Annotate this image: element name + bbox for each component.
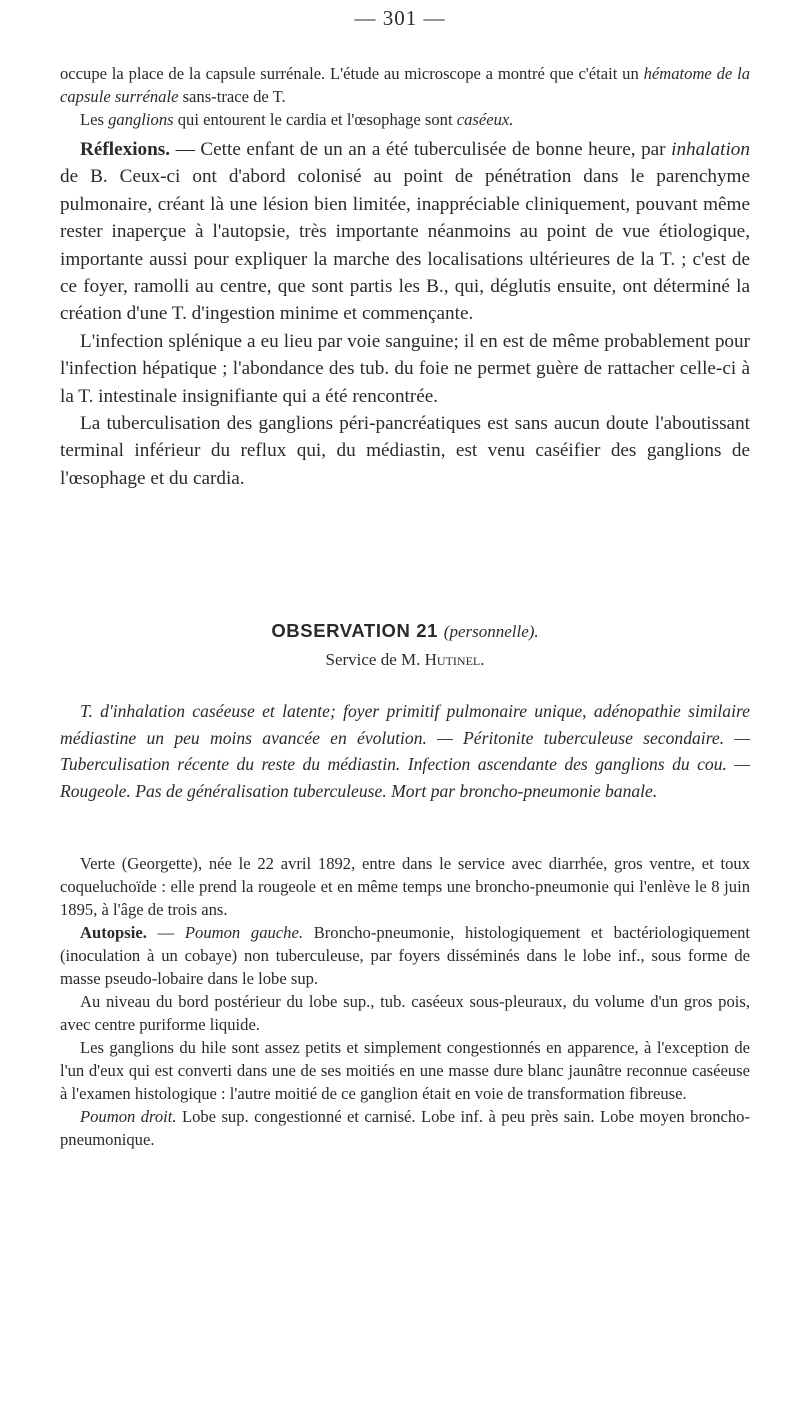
case-block	[60, 852, 750, 1151]
reflexions-paragraph-2: L'infection splénique a eu lieu par voie sanguine; il en est de même probablement pour l'infection hépatique ; l'abondance des tub. du foie ne permet guère de rattacher celle-ci à la T. intestinale insignifiante qui a été rencontrée.	[60, 330, 750, 407]
autopsie-label: Autopsie.	[80, 923, 147, 942]
intro-caseeux-italic: caséeux.	[456, 110, 514, 129]
poumon-droit-italic: Poumon droit.	[80, 1107, 177, 1126]
reflexions-block	[60, 136, 750, 492]
intro-paragraph-2	[60, 108, 750, 131]
intro-block	[60, 62, 750, 131]
reflexions-label: Réflexions.	[80, 139, 171, 160]
reflexions-paragraph-1	[60, 136, 750, 328]
intro-ganglions-italic: ganglions	[108, 110, 174, 129]
autopsie-italic: Poumon gauche.	[184, 923, 303, 942]
intro-italic: hématome de la capsule surrénale	[60, 64, 750, 106]
reflexions-paragraph-3: La tuberculisation des ganglions péri-pancréatiques est sans aucun doute l'aboutissant terminal inférieur du reflux qui, du médiastin, est venu caséifier des ganglions de l'œsophage et du cardia.	[60, 413, 750, 489]
reflexions-italic: inhalation	[671, 139, 750, 160]
reflexions-text-b: de B. Ceux-ci ont d'abord colonisé au point de pénétration dans le parenchyme pulmonaire, créant là une lésion bien limitée, inappréciable cliniquement, pouvant même rester inaperçue à l'autopsie, très importante néanmoins au point de vue étiologique, importante aussi pour expliquer la marche des localisations ultérieures de la T. ; c'est de ce foyer, ramolli au centre, que sont partis les B., qui, déglutis ensuite, ont déterminé la création d'une T. d'ingestion minime et commençante.	[60, 166, 750, 325]
service-name: Hutinel.	[424, 650, 485, 669]
observation-header	[60, 620, 750, 670]
observation-summary: T. d'inhalation caséeuse et latente; foyer primitif pulmonaire unique, adénopathie similaire médiastine un peu moins avancée en évolution. — Péritonite tuberculeuse secondaire. — Tuberculisation récente du reste du médiastin. Infection ascendante des ganglions du cou. — Rougeole. Pas de généralisation tuberculeuse. Mort par broncho-pneumonie banale.	[60, 701, 750, 801]
service-line	[60, 650, 750, 670]
intro-ganglions-mid: qui entourent le cardia et l'œsophage sont	[173, 110, 457, 129]
case-paragraph-autopsie	[60, 921, 750, 990]
poumon-droit-text: Lobe sup. congestionné et carnisé. Lobe inf. à peu près sain. Lobe moyen broncho-pneumonique.	[60, 1107, 750, 1149]
autopsie-dash: —	[146, 923, 185, 942]
page-number: — 301 —	[354, 6, 446, 30]
observation-title	[60, 620, 750, 642]
case-paragraph-4: Les ganglions du hile sont assez petits et simplement congestionnés en apparence, à l'exception de l'un d'eux qui est converti dans une de ses moitiés en une masse dure blanc jaunâtre reconnue caséeuse à l'examen histologique : l'autre moitié de ce ganglion était en voie de transformation fibreuse.	[60, 1038, 750, 1103]
intro-paragraph-1	[60, 62, 750, 108]
reflexions-text-a: — Cette enfant de un an a été tuberculisée de bonne heure, par	[170, 139, 672, 160]
service-pre: Service de M.	[325, 650, 425, 669]
case-paragraph-1: Verte (Georgette), née le 22 avril 1892, entre dans le service avec diarrhée, gros ventre, et toux coqueluchoïde : elle prend la rougeole et en même temps une broncho-pneumonie qui l'enlève le 8 juin 1895, à l'âge de trois ans.	[60, 854, 750, 919]
intro-text-rest: sans-trace de T.	[178, 87, 286, 106]
intro-text: occupe la place de la capsule surrénale. L'étude au microscope a montré que c'était un	[60, 64, 644, 83]
case-paragraph-3: Au niveau du bord postérieur du lobe sup., tub. caséeux sous-pleuraux, du volume d'un gros pois, avec centre puriforme liquide.	[60, 992, 750, 1034]
observation-title-text: OBSERVATION 21	[271, 620, 439, 641]
intro-ganglions-pre: Les	[80, 110, 109, 129]
autopsie-text: Broncho-pneumonie, histologiquement et bactériologiquement (inoculation à un cobaye) non tuberculeuse, par foyers disséminés dans le lobe inf., sous forme de masse pseudo-lobaire dans le lobe sup.	[60, 923, 750, 988]
case-paragraph-5	[60, 1105, 750, 1151]
observation-title-note: (personnelle).	[443, 622, 539, 641]
